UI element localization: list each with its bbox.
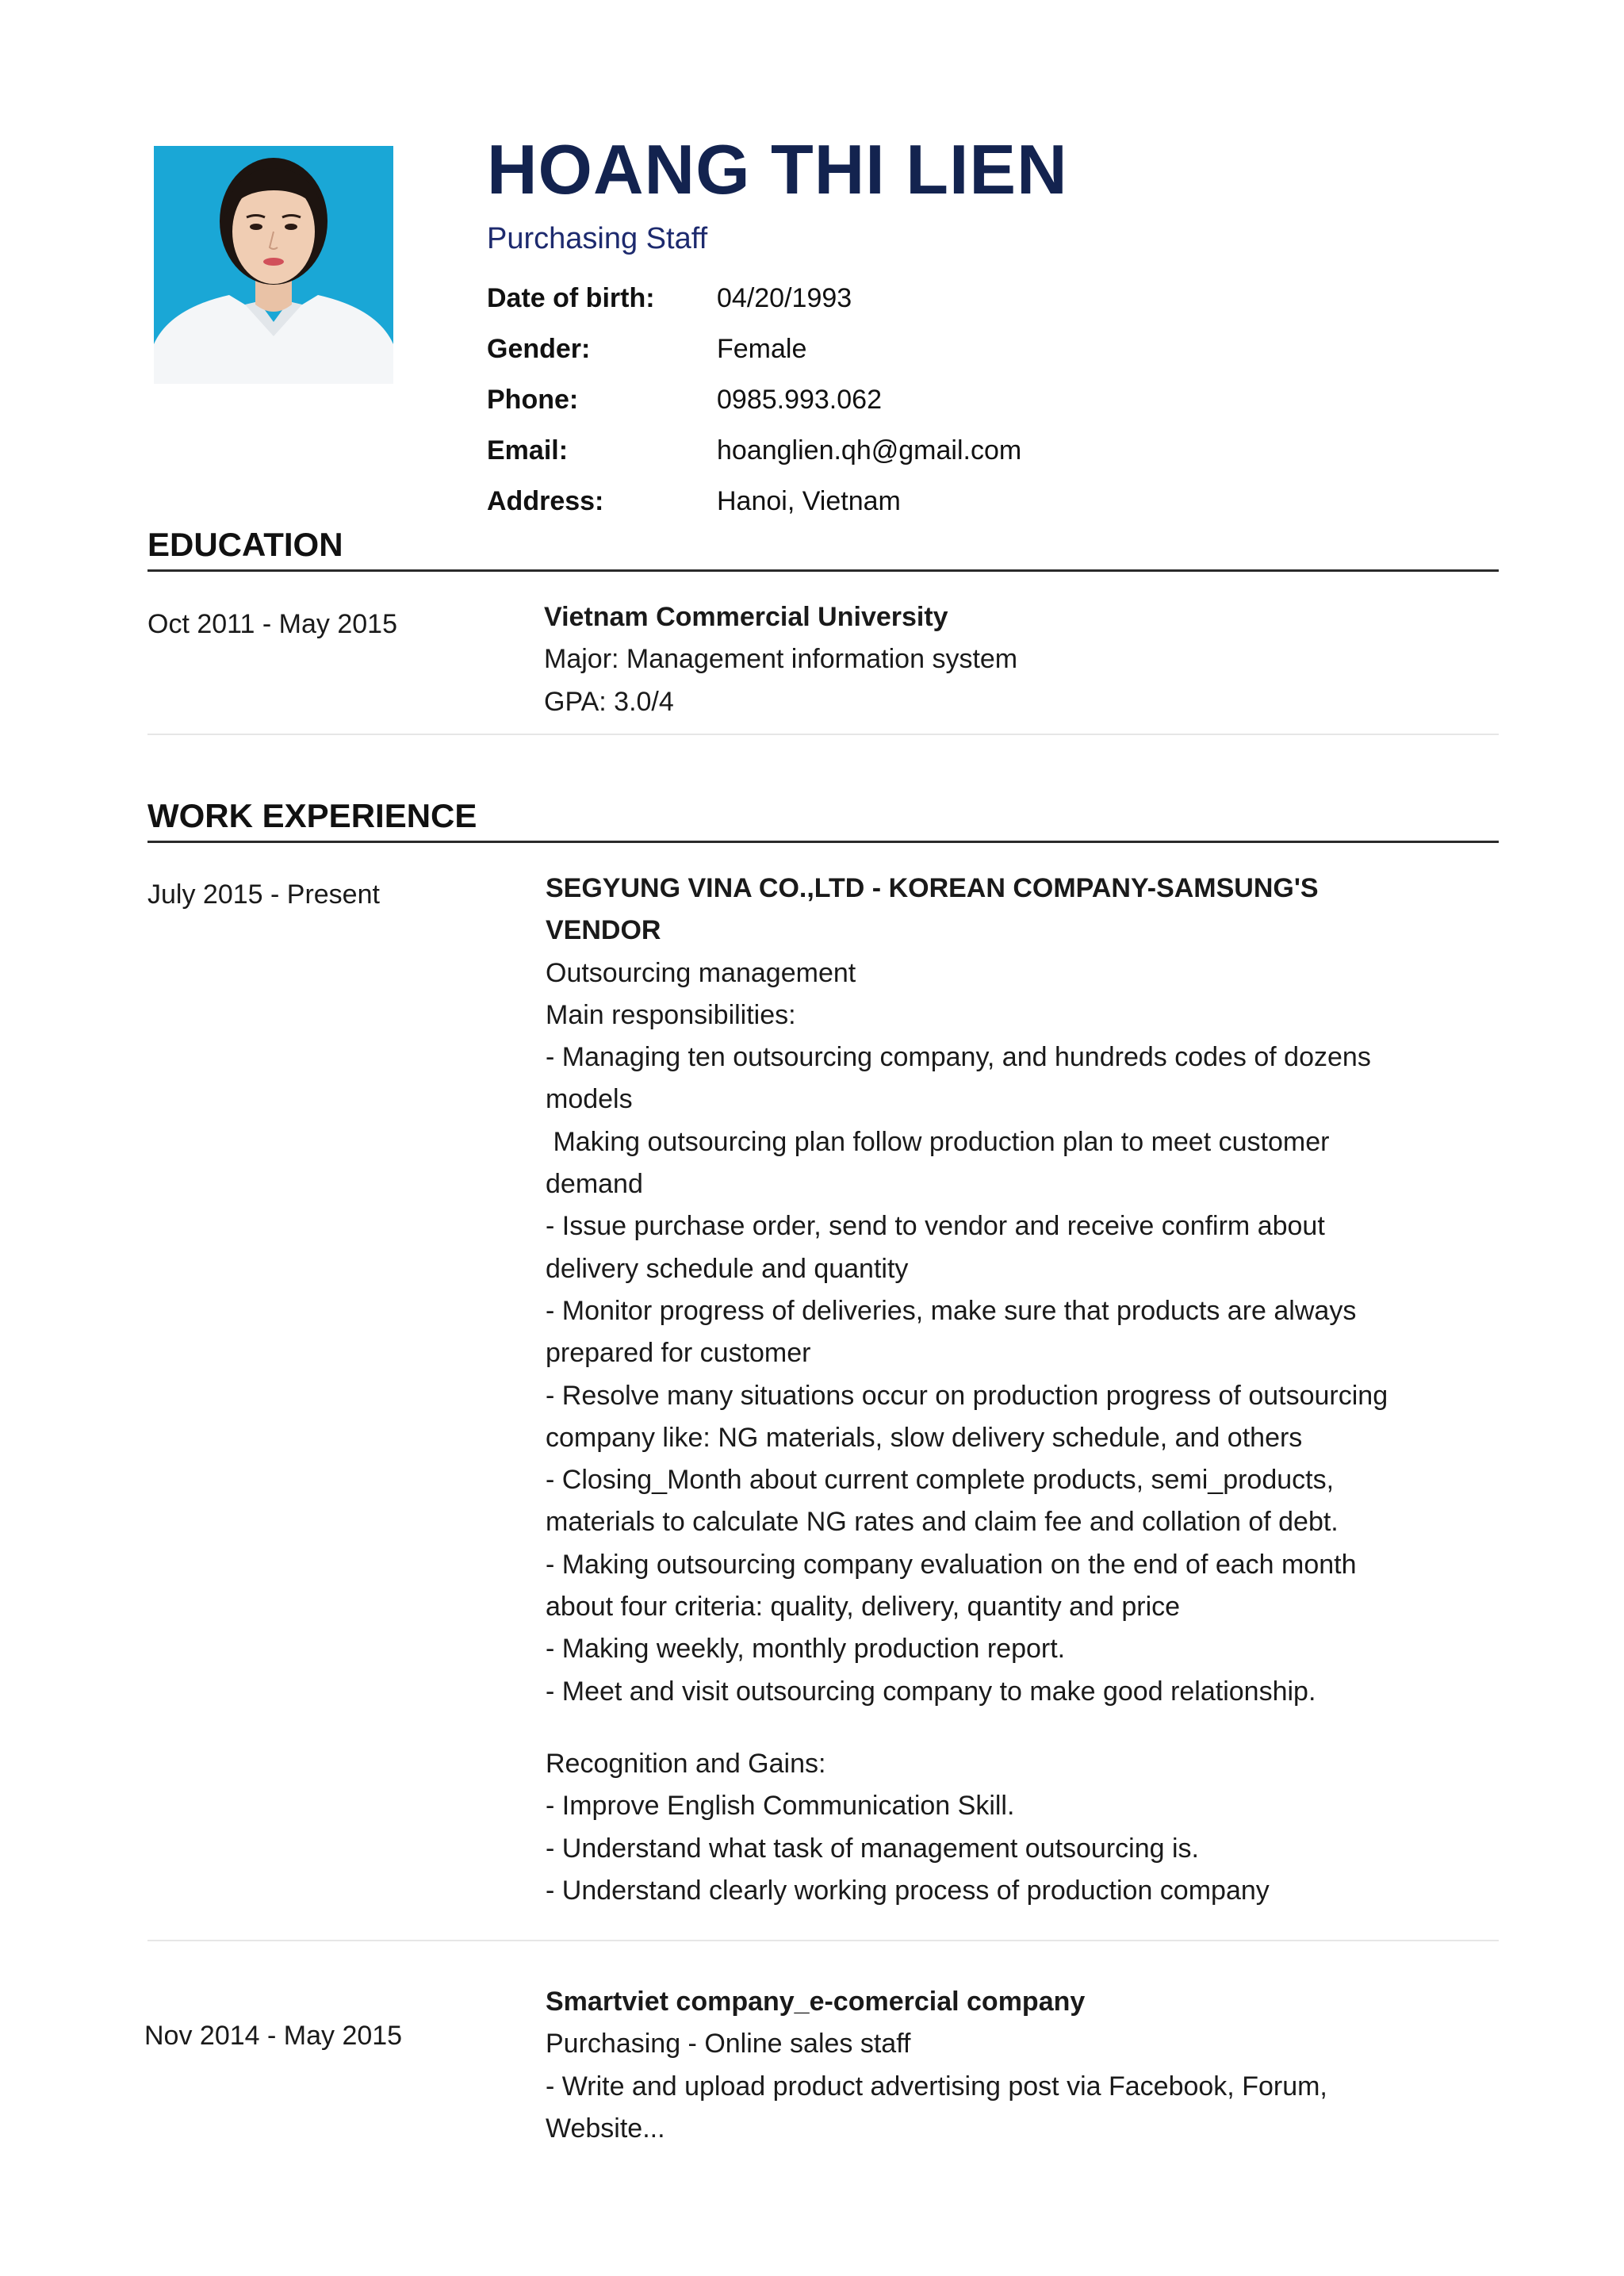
school-name: Vietnam Commercial University (544, 602, 948, 632)
row-divider (147, 734, 1499, 735)
entry-line: Outsourcing management (546, 957, 856, 988)
entry-line: - Managing ten outsourcing company, and hundreds codes of dozens (546, 1042, 1371, 1073)
work-entry (546, 868, 1434, 1912)
entry-line: - Resolve many situations occur on production progress of outsourcing (546, 1380, 1388, 1411)
education-line: GPA: 3.0/4 (544, 686, 674, 717)
entry-line: demand (546, 1169, 643, 1200)
company-name: SEGYUNG VINA CO.,LTD - KOREAN COMPANY-SAMSUNG'S (546, 873, 1319, 903)
work-heading: WORK EXPERIENCE (147, 797, 477, 834)
detail-label: Address: (487, 485, 604, 516)
entry-line: Website... (546, 2113, 665, 2144)
entry-line: Purchasing - Online sales staff (546, 2029, 911, 2060)
job-title: Purchasing Staff (487, 222, 708, 255)
detail-row-gender (487, 324, 1438, 374)
detail-row-email (487, 425, 1438, 476)
detail-row-phone (487, 374, 1438, 425)
work-divider (147, 841, 1499, 843)
education-date: Oct 2011 - May 2015 (147, 609, 397, 639)
entry-line: - Monitor progress of deliveries, make sure that products are always (546, 1295, 1357, 1326)
entry-line: prepared for customer (546, 1338, 811, 1369)
company-name: Smartviet company_e-comercial company (546, 1987, 1086, 2017)
detail-label: Gender: (487, 333, 591, 364)
entry-line: - Understand what task of management outsourcing is. (546, 1833, 1199, 1864)
detail-value: Hanoi, Vietnam (717, 485, 901, 516)
entry-line: - Closing_Month about current complete products, semi_products, (546, 1465, 1335, 1496)
entry-line: Making outsourcing plan follow production plan to meet customer (546, 1126, 1330, 1157)
education-heading: EDUCATION (147, 526, 343, 563)
detail-value: 04/20/1993 (717, 282, 852, 313)
entry-line: Main responsibilities: (546, 999, 796, 1030)
detail-label: Date of birth: (487, 282, 655, 313)
entry-line: - Making weekly, monthly production report. (546, 1634, 1066, 1665)
portrait-image (154, 146, 393, 384)
detail-value: Female (717, 333, 807, 364)
entry-line: - Making outsourcing company evaluation on the end of each month (546, 1549, 1357, 1580)
detail-label: Email: (487, 435, 569, 466)
entry-line: - Meet and visit outsourcing company to make good relationship. (546, 1676, 1316, 1707)
work-entry (546, 1981, 1434, 2150)
detail-value: hoanglien.qh@gmail.com (717, 435, 1022, 466)
education-line: Major: Management information system (544, 644, 1018, 675)
entry-line: materials to calculate NG rates and claim fee and collation of debt. (546, 1507, 1339, 1538)
entry-line: - Issue purchase order, send to vendor and receive confirm about (546, 1211, 1325, 1242)
paragraph-gap (546, 1713, 1434, 1743)
entry-line: - Improve English Communication Skill. (546, 1791, 1015, 1822)
row-divider (147, 1940, 1499, 1941)
entry-line: models (546, 1084, 633, 1115)
entry-line: - Understand clearly working process of production company (546, 1875, 1270, 1906)
entry-line: - Write and upload product advertising post via Facebook, Forum, (546, 2071, 1327, 2102)
work-date: Nov 2014 - May 2015 (144, 2021, 403, 2051)
candidate-name: HOANG THI LIEN (487, 130, 1068, 209)
personal-details (487, 273, 1438, 527)
profile-photo (154, 146, 393, 384)
company-name: VENDOR (546, 915, 661, 946)
entry-line: about four criteria: quality, delivery, quantity and price (546, 1592, 1181, 1623)
entry-line: delivery schedule and quantity (546, 1253, 909, 1284)
entry-line: company like: NG materials, slow delivery schedule, and others (546, 1422, 1303, 1453)
detail-row-dob (487, 273, 1438, 324)
work-date: July 2015 - Present (147, 879, 380, 910)
detail-row-address (487, 476, 1438, 527)
education-entry (544, 596, 1432, 723)
education-divider (147, 569, 1499, 572)
detail-value: 0985.993.062 (717, 384, 882, 415)
entry-line: Recognition and Gains: (546, 1748, 826, 1779)
detail-label: Phone: (487, 384, 579, 415)
